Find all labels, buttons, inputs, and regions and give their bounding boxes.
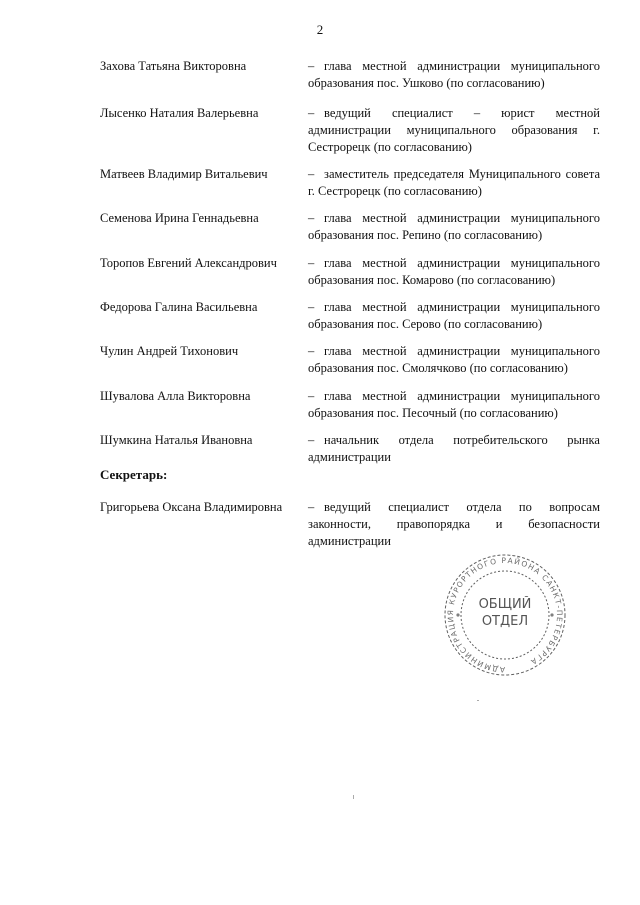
member-role: – глава местной администрации муниципального образования пос. Репино (по согласованию): [308, 211, 600, 242]
member-name: Чулин Андрей Тихонович: [100, 344, 239, 358]
list-item: [100, 299, 600, 333]
section-heading-secretary: Секретарь:: [100, 467, 168, 482]
list-item: [100, 105, 600, 156]
member-role: – глава местной администрации муниципального образования пос. Ушково (по согласованию): [308, 59, 600, 90]
member-name: Федорова Галина Васильевна: [100, 300, 258, 314]
member-name: Торопов Евгений Александрович: [100, 256, 277, 270]
list-item: [100, 166, 600, 200]
member-role: – глава местной администрации муниципального образования пос. Песочный (по согласованию): [308, 389, 600, 420]
member-role: – ведущий специалист отдела по вопросам законности, правопорядка и безопасности администрации: [308, 500, 600, 548]
member-role: – глава местной администрации муниципального образования пос. Смолячково (по согласованию): [308, 344, 600, 375]
list-item: [100, 432, 600, 466]
member-role: – глава местной администрации муниципального образования пос. Комарово (по согласованию): [308, 256, 600, 287]
member-role: – начальник отдела потребительского рынка администрации: [308, 433, 600, 464]
member-name: Захова Татьяна Викторовна: [100, 59, 247, 73]
stamp-center-line1: ОБЩИЙ: [478, 597, 532, 612]
stamp-ring-text: АДМИНИСТРАЦИЯ КУРОРТНОГО РАЙОНА САНКТ-ПЕТЕРБУРГА: [445, 555, 565, 675]
member-name: Григорьева Оксана Владимировна: [100, 500, 283, 514]
official-stamp: [440, 545, 570, 680]
list-item: [100, 388, 600, 422]
list-item: [100, 58, 600, 92]
member-name: Лысенко Наталия Валерьевна: [100, 106, 259, 120]
member-name: Матвеев Владимир Витальевич: [100, 167, 268, 181]
list-item-secretary: [100, 499, 600, 550]
list-item: [100, 255, 600, 289]
member-name: Семенова Ирина Геннадьевна: [100, 211, 259, 225]
stamp-center-line2: ОТДЕЛ: [481, 614, 529, 629]
page-number: 2: [316, 22, 324, 37]
member-name: Шувалова Алла Викторовна: [100, 389, 251, 403]
member-name: Шумкина Наталья Ивановна: [100, 433, 253, 447]
member-role: – заместитель председателя Муниципального совета г. Сестрорецк (по согласованию): [308, 167, 600, 198]
member-role: – глава местной администрации муниципального образования пос. Серово (по согласованию): [308, 300, 600, 331]
list-item: [100, 343, 600, 377]
member-role: – ведущий специалист – юрист местной администрации муниципального образования г. Сестрорецк (по согласованию): [308, 106, 600, 154]
list-item: [100, 210, 600, 244]
